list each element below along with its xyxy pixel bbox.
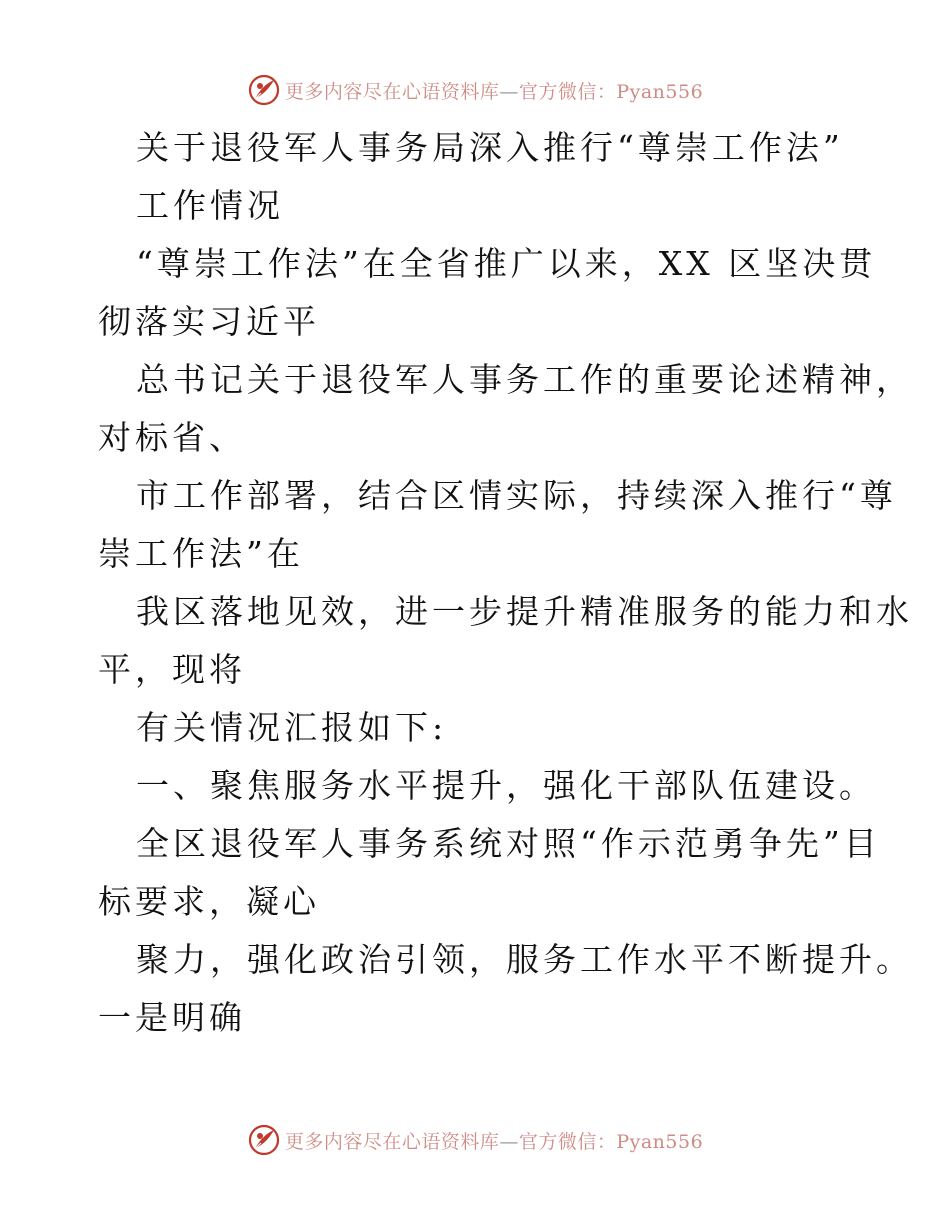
doc-paragraph-line: 我区落地见效，进一步提升精准服务的能力和水 [136,592,913,631]
doc-paragraph-line: 总书记关于退役军人事务工作的重要论述精神， [136,360,913,399]
doc-paragraph-line: 彻落实习近平 [98,302,320,341]
doc-title-line-1: 关于退役军人事务局深入推行“尊崇工作法” [136,128,844,167]
watermark-separator: — [499,80,519,103]
watermark-brand: 更多内容尽在心语资料库 [284,1130,500,1153]
doc-paragraph-line: 一是明确 [98,998,246,1037]
doc-paragraph-line: 标要求，凝心 [98,882,320,921]
doc-paragraph-line: “尊崇工作法”在全省推广以来，XX 区坚决贯 [136,244,877,283]
doc-paragraph-line: 崇工作法”在 [98,534,304,573]
watermark-text [285,1127,703,1154]
doc-paragraph-line: 平，现将 [98,650,246,689]
footer-watermark [0,1120,950,1160]
watermark-contact: 官方微信：Pyan556 [518,80,704,103]
watermark-contact: 官方微信：Pyan556 [518,1130,704,1153]
watermark-brand: 更多内容尽在心语资料库 [284,80,500,103]
doc-section-heading: 一、聚焦服务水平提升，强化干部队伍建设。 [136,766,876,805]
watermark-separator: — [499,1130,519,1153]
doc-title-line-2: 工作情况 [136,186,284,225]
doc-paragraph-line: 有关情况汇报如下: [136,708,448,747]
doc-paragraph-line: 对标省、 [98,418,246,457]
doc-paragraph-line: 市工作部署，结合区情实际，持续深入推行“尊 [136,476,897,515]
doc-paragraph-line: 聚力，强化政治引领，服务工作水平不断提升。 [136,940,913,979]
quill-pen-logo-icon [247,1123,281,1157]
doc-paragraph-line: 全区退役军人事务系统对照“作示范勇争先”目 [136,824,881,863]
